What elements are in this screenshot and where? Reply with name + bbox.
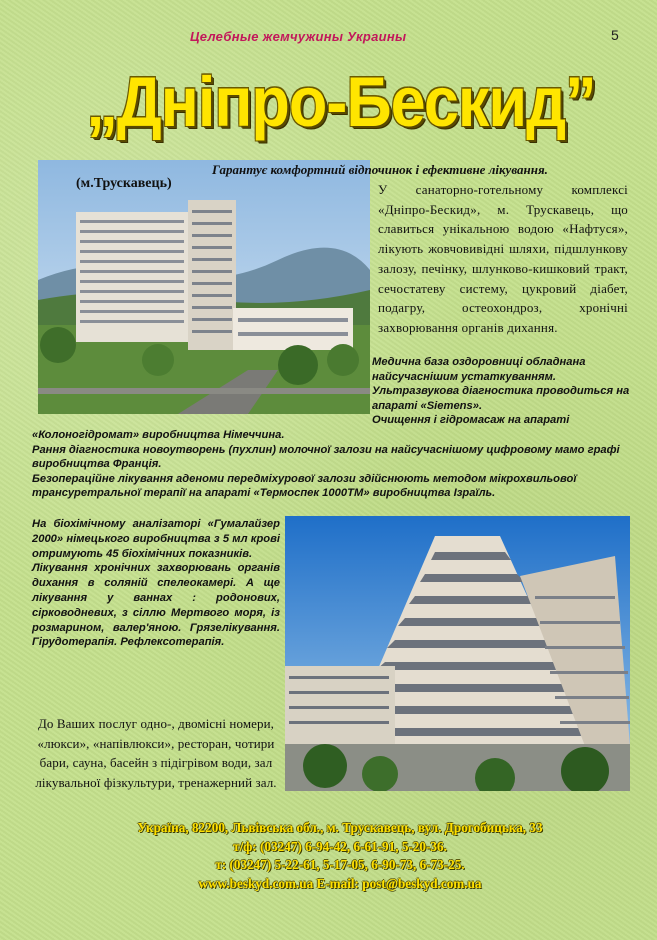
address: Україна, 82200, Львівська обл., м. Трускавець, вул. Дрогобицька, 33 bbox=[137, 820, 543, 835]
tagline: Гарантує комфортний відпочинок і ефективне лікування. bbox=[212, 162, 548, 177]
phone: т: (03247) 5-22-61, 5-17-05, 6-90-73, 6-73-25. bbox=[215, 857, 465, 872]
phone-fax: т/ф: (03247) 6-94-42, 6-61-91, 5-20-36. bbox=[233, 838, 447, 854]
services-text: До Ваших послуг одно-, двомісні номери, «люкси», «напівлюкси», ресторан, чотири бари, сауна, басейн з підігрівом води, зал лікувальної фізкультури, тренажерний зал. bbox=[35, 716, 277, 790]
left-p1: На біохімічному аналізаторі «Гумалайзер 2000» німецького виробництва з 5 мл крові отримують 45 біохімічних показників. bbox=[32, 518, 280, 560]
photo-caption: (м.Трускавець) bbox=[76, 176, 172, 191]
web-email: www.beskyd.com.ua E-mail: post@beskyd.com.ua bbox=[198, 875, 482, 891]
page-title: „Дніпро-Бескид” bbox=[86, 63, 596, 142]
medical-p1: Медична база оздоровниці обладнана найсучаснішим устаткуванням. bbox=[372, 356, 586, 383]
hotel-photo-1 bbox=[38, 160, 370, 414]
wide-p2: Рання діагностика новоутворень (пухлин) молочної залози на найсучаснішому цифровому мамо графі виробництва Франція. bbox=[32, 443, 620, 471]
intro-paragraph: У санаторно-готельному комплексі «Дніпро-Бескид», м. Трускавець, що славиться унікальною водою «Нафтуся», лікують жовчовивідні шляхи, підшлункову залозу, печінку, шлунково-кишковий тракт, сечостатеву систему, цукровий діабет, подагру, остеохондроз, хронічні захворювання органів дихання. bbox=[378, 182, 628, 335]
medical-base-text bbox=[372, 355, 630, 428]
hotel-photo-2 bbox=[285, 516, 630, 791]
contacts-block bbox=[40, 819, 640, 893]
series-header: Целебные жемчужины Украины bbox=[190, 29, 407, 44]
medical-p2: Ультразвукова діагностика проводиться на апараті «Siemens». bbox=[372, 385, 630, 412]
diagnostics-text bbox=[32, 517, 280, 650]
left-p2: Лікування хронічних захворювань органів дихання в соляній спелеокамері. А ще лікування у ваннах : родонових, сірководневих, з сіллю Мертвого моря, із розмарином, валер'яною. Грязелікування. Гірудотерапія. Рефлексотерапія. bbox=[32, 562, 280, 649]
treatments-text bbox=[32, 428, 632, 501]
wide-p1: «Колоногідромат» виробництва Німеччина. bbox=[32, 429, 285, 441]
medical-p3: Очищення і гідромасаж на апараті bbox=[372, 414, 570, 427]
wide-p3: Безопераційне лікування аденоми передміхурової залози здійснюють методом мікрохвильової трансуретральної терапії на апараті «Термоспек 1000ТМ» виробництва Ізраїль. bbox=[32, 472, 577, 500]
page-number: 5 bbox=[611, 27, 619, 43]
